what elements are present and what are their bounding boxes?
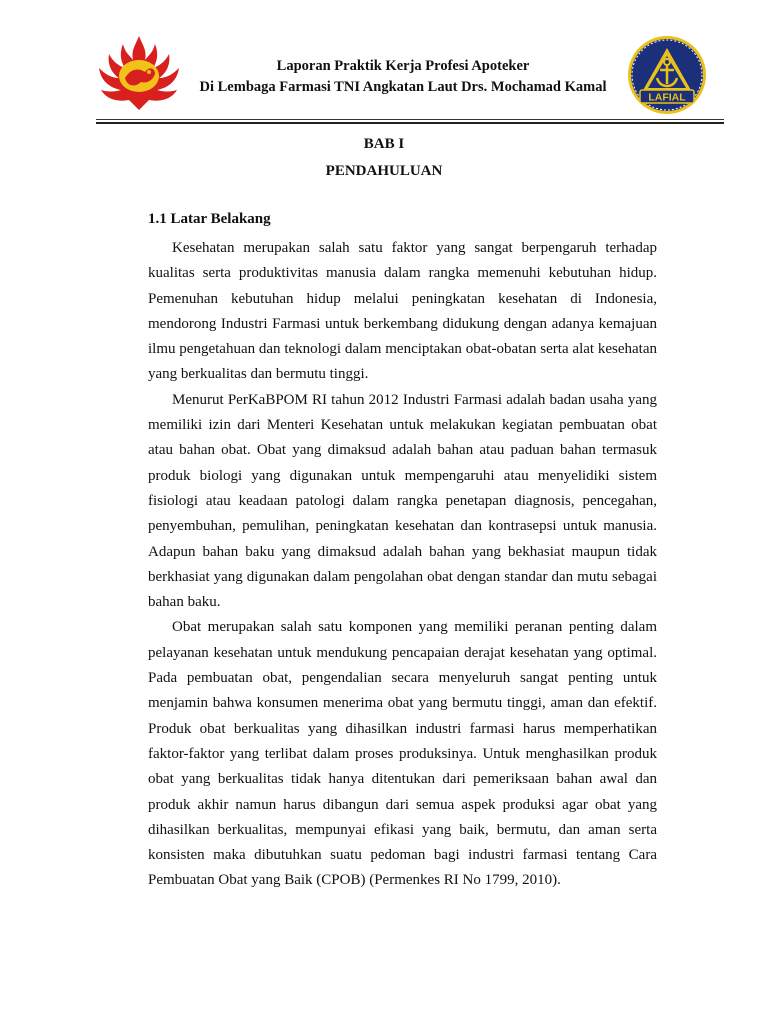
paragraph: Obat merupakan salah satu komponen yang memiliki peranan penting dalam pelayanan kesehatan untuk mendukung pencapaian derajat kesehatan yang optimal. Pada pembuatan obat, pengendalian secara menyeluruh sangat penting untuk menjamin bahwa konsumen menerima obat yang bermutu tinggi, aman dan efektif. Produk obat berkualitas yang dihasilkan industri farmasi harus memperhatikan faktor-faktor yang terlibat dalam proses produksinya. Untuk menghasilkan produk obat yang berkualitas tidak hanya ditentukan dari pemeriksaan bahan awal dan produk akhir namun harus dibangun dari semua aspek produksi agar obat yang dihasilkan berkualitas, mempunyai efikasi yang baik, bermutu, dan aman serta konsisten maka dibutuhkan suatu pedoman bagi industri farmasi tentang Cara Pembuatan Obat yang Baik (CPOB) (Permenkes RI No 1799, 2010).	[148, 619, 657, 889]
lafial-logo-icon	[626, 34, 708, 116]
report-header	[180, 56, 626, 98]
university-flame-logo-icon	[95, 32, 183, 112]
header-line-2: Di Lembaga Farmasi TNI Angkatan Laut Drs. Mochamad Kamal	[199, 79, 607, 95]
header-line-1: Laporan Praktik Kerja Profesi Apoteker	[276, 58, 530, 74]
paragraph: Menurut PerKaBPOM RI tahun 2012 Industri Farmasi adalah badan usaha yang memiliki izin dari Menteri Kesehatan untuk melakukan kegiatan pembuatan obat atau bahan obat. Obat yang dimaksud adalah bahan atau paduan bahan termasuk produk biologi yang digunakan untuk mempengaruhi atau menyelidiki sistem fisiologi atau keadaan patologi dalam rangka penetapan diagnosis, pencegahan, penyembuhan, pemulihan, peningkatan kesehatan dan kontrasepsi untuk manusia. Adapun bahan baku yang dimaksud adalah bahan yang bekhasiat maupun tidak berkhasiat yang digunakan dalam pengolahan obat dengan standar dan mutu sebagai bahan baku.	[148, 391, 657, 611]
paragraph: Kesehatan merupakan salah satu faktor yang sangat berpengaruh terhadap kualitas serta produktivitas manusia dalam rangka memenuhi kebutuhan hidup. Pemenuhan kebutuhan hidup melalui peningkatan kesehatan di Indonesia, mendorong Industri Farmasi untuk berkembang didukung dengan adanya kemajuan ilmu pengetahuan dan teknologi dalam menciptakan obat-obatan serta alat kesehatan yang berkualitas dan bermutu tinggi.	[148, 240, 657, 383]
lafial-logo-text: LAFIAL	[648, 91, 686, 104]
section-heading: 1.1 Latar Belakang	[148, 211, 271, 227]
chapter-number: BAB I	[363, 136, 405, 152]
header-divider-thin	[96, 119, 724, 120]
chapter-title: PENDAHULUAN	[325, 163, 443, 179]
section-body	[148, 236, 657, 894]
header-divider-thick	[96, 122, 724, 124]
